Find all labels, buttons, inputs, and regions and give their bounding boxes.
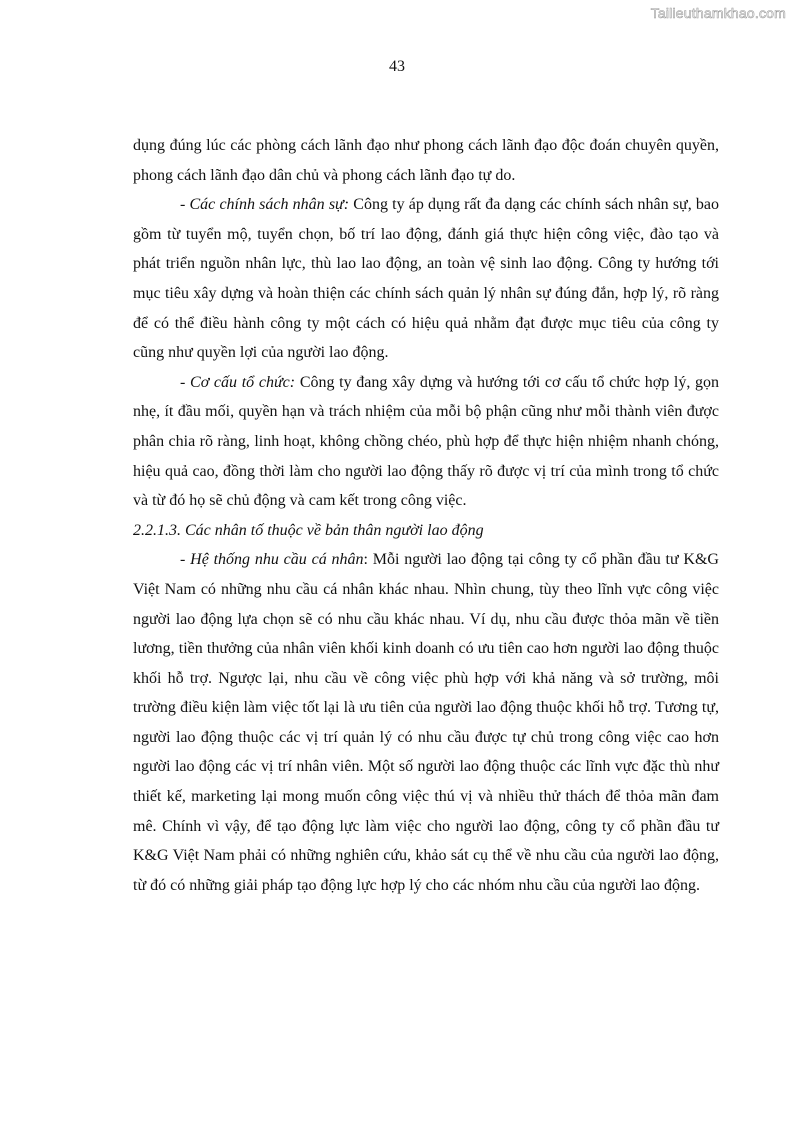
term-org-structure: Cơ cấu tổ chức: <box>190 373 296 391</box>
bullet-dash: - <box>180 373 191 391</box>
paragraph-text: : Mỗi người lao động tại công ty cổ phần đầu tư K&G Việt Nam có những nhu cầu cá nhân khác nhau. Nhìn chung, tùy theo lĩnh vực công việc người lao động lựa chọn sẽ có nhu cầu khác nhau. Ví dụ, nhu cầu được thỏa mãn về tiền lương, tiền thưởng của nhân viên khối kinh doanh có ưu tiên cao hơn người lao động thuộc khối hỗ trợ. Ngược lại, nhu cầu về công việc phù hợp với khả năng và sở trường, môi trường điều kiện làm việc tốt lại là ưu tiên của người lao động thuộc khối hỗ trợ. Tương tự, người lao động thuộc các vị trí quản lý có nhu cầu được tự chủ trong công việc cao hơn người lao động các vị trí nhân viên. Một số người lao động thuộc các lĩnh vực đặc thù như thiết kế, marketing lại mong muốn công việc thú vị và nhiều thử thách để thỏa mãn đam mê. Chính vì vậy, để tạo động lực làm việc cho người lao động, công ty cổ phần đầu tư K&G Việt Nam phải có những nghiên cứu, khảo sát cụ thể về nhu cầu của người lao động, từ đó có những giải pháp tạo động lực hợp lý cho các nhóm nhu cầu của người lao động. <box>133 551 719 894</box>
bullet-dash: - <box>180 551 191 569</box>
paragraph-text: Công ty đang xây dựng và hướng tới cơ cấu tổ chức hợp lý, gọn nhẹ, ít đầu mối, quyền hạn và trách nhiệm của mỗi bộ phận cũng như mỗi thành viên được phân chia rõ ràng, linh hoạt, không chồng chéo, phù hợp để thực hiện nhiệm nhanh chóng, hiệu quả cao, đồng thời làm cho người lao động thấy rõ được vị trí của mình trong tổ chức và từ đó họ sẽ chủ động và cam kết trong công việc. <box>133 373 720 510</box>
paragraph-leadership-styles: dụng đúng lúc các phòng cách lãnh đạo như phong cách lãnh đạo độc đoán chuyên quyền, phong cách lãnh đạo dân chủ và phong cách lãnh đạo tự do. <box>133 137 719 184</box>
document-body <box>133 131 719 900</box>
term-hr-policies: Các chính sách nhân sự: <box>189 196 350 214</box>
term-personal-needs: Hệ thống nhu cầu cá nhân <box>190 551 364 569</box>
paragraph-org-structure <box>133 368 719 516</box>
paragraph-text: Công ty áp dụng rất đa dạng các chính sách nhân sự, bao gồm từ tuyển mộ, tuyển chọn, bố trí lao động, đánh giá thực hiện công việc, đào tạo và phát triển nguồn nhân lực, thù lao lao động, an toàn vệ sinh lao động. Công ty hướng tới mục tiêu xây dựng và hoàn thiện các chính sách quản lý nhân sự đúng đắn, hợp lý, rõ ràng để có thể điều hành công ty một cách có hiệu quả nhằm đạt được mục tiêu của công ty cũng như quyền lợi của người lao động. <box>133 196 719 362</box>
bullet-dash: - <box>180 196 190 214</box>
page-number: 43 <box>389 58 405 75</box>
paragraph-personal-needs <box>133 545 719 900</box>
paragraph-hr-policies <box>133 190 719 368</box>
watermark-text: Tailieuthamkhao.com <box>650 5 786 21</box>
section-heading: 2.2.1.3. Các nhân tố thuộc về bản thân người lao động <box>133 521 484 539</box>
